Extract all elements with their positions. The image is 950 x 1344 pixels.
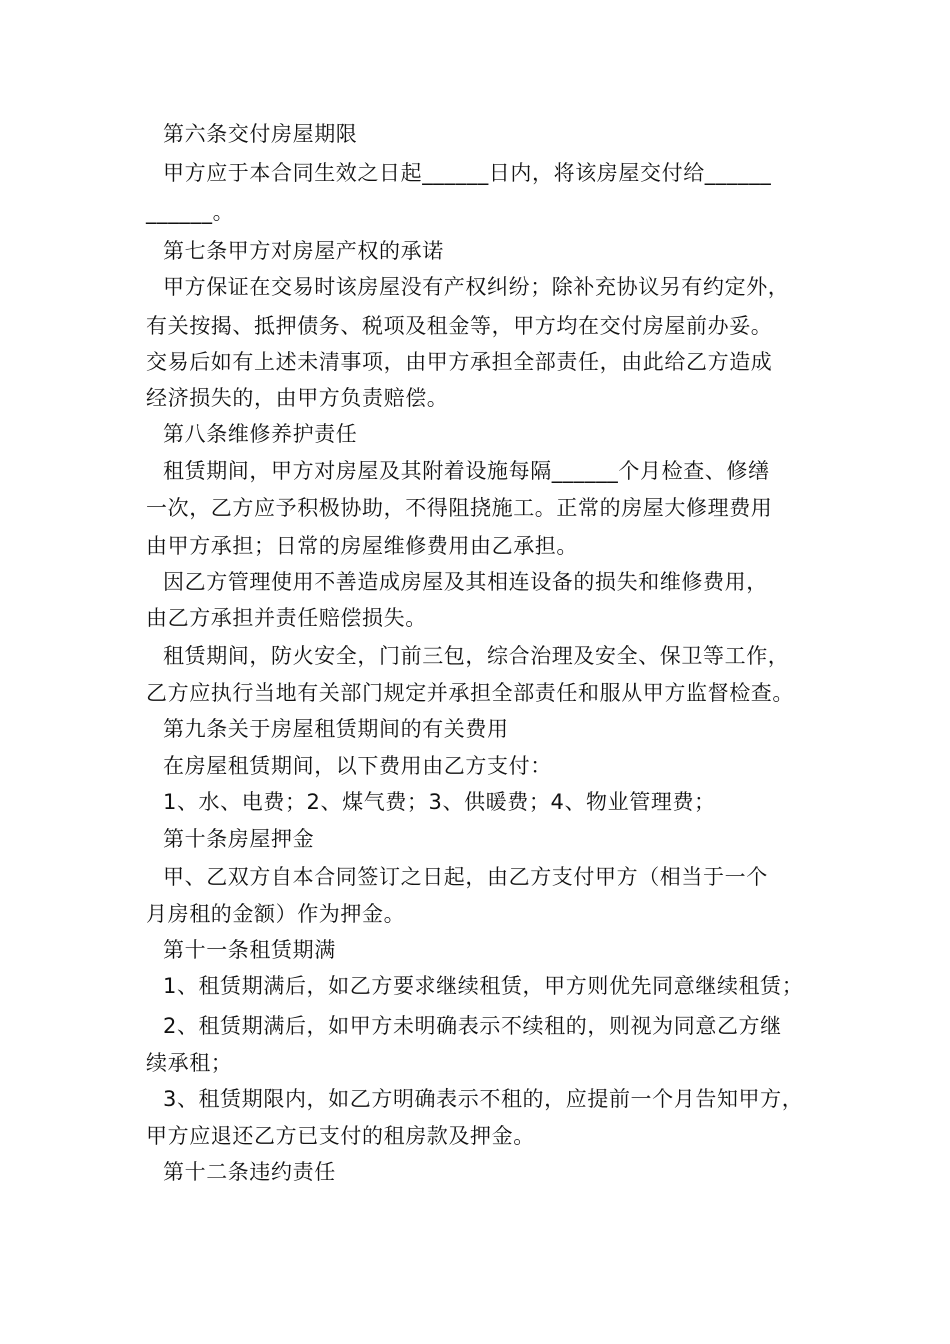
article-6-heading: 第六条交付房屋期限: [163, 122, 358, 146]
paragraph-line: 甲方保证在交易时该房屋没有产权纠纷；除补充协议另有约定外，: [163, 275, 790, 299]
paragraph-line: 1、租赁期满后，如乙方要求继续租赁，甲方则优先同意继续租赁；: [163, 974, 804, 998]
paragraph-line: 租赁期间，甲方对房屋及其附着设施每隔______个月检查、修缮: [163, 459, 770, 483]
article-9-heading: 第九条关于房屋租赁期间的有关费用: [163, 717, 509, 741]
paragraph-line: 由甲方承担；日常的房屋维修费用由乙承担。: [146, 534, 578, 558]
paragraph-line: 在房屋租赁期间，以下费用由乙方支付：: [163, 754, 552, 778]
paragraph-line: ______。: [146, 200, 235, 224]
paragraph-line: 由乙方承担并责任赔偿损失。: [146, 606, 427, 630]
article-12-heading: 第十二条违约责任: [163, 1160, 336, 1184]
article-10-heading: 第十条房屋押金: [163, 827, 315, 851]
article-8-heading: 第八条维修养护责任: [163, 422, 358, 446]
paragraph-line: 续承租；: [146, 1051, 233, 1075]
article-11-heading: 第十一条租赁期满: [163, 938, 336, 962]
paragraph-line: 3、租赁期限内，如乙方明确表示不租的，应提前一个月告知甲方，: [163, 1087, 804, 1111]
paragraph-line: 经济损失的，由甲方负责赔偿。: [146, 386, 449, 410]
paragraph-line: 2、租赁期满后，如甲方未明确表示不续租的，则视为同意乙方继: [163, 1014, 782, 1038]
paragraph-line: 1、水、电费；2、煤气费；3、供暖费；4、物业管理费；: [163, 790, 716, 814]
paragraph-line: 一次，乙方应予积极协助，不得阻挠施工。正常的房屋大修理费用: [146, 496, 773, 520]
paragraph-line: 有关按揭、抵押债务、税项及租金等，甲方均在交付房屋前办妥。: [146, 314, 773, 338]
paragraph-line: 甲、乙双方自本合同签订之日起，由乙方支付甲方（相当于一个: [163, 865, 768, 889]
paragraph-line: 甲方应于本合同生效之日起______日内，将该房屋交付给______: [163, 161, 772, 185]
paragraph-line: 乙方应执行当地有关部门规定并承担全部责任和服从甲方监督检查。: [146, 681, 794, 705]
paragraph-line: 交易后如有上述未清事项，由甲方承担全部责任，由此给乙方造成: [146, 350, 773, 374]
paragraph-line: 甲方应退还乙方已支付的租房款及押金。: [146, 1124, 535, 1148]
paragraph-line: 因乙方管理使用不善造成房屋及其相连设备的损失和维修费用，: [163, 570, 768, 594]
paragraph-line: 租赁期间，防火安全，门前三包，综合治理及安全、保卫等工作，: [163, 644, 790, 668]
article-7-heading: 第七条甲方对房屋产权的承诺: [163, 239, 444, 263]
paragraph-line: 月房租的金额）作为押金。: [146, 902, 406, 926]
